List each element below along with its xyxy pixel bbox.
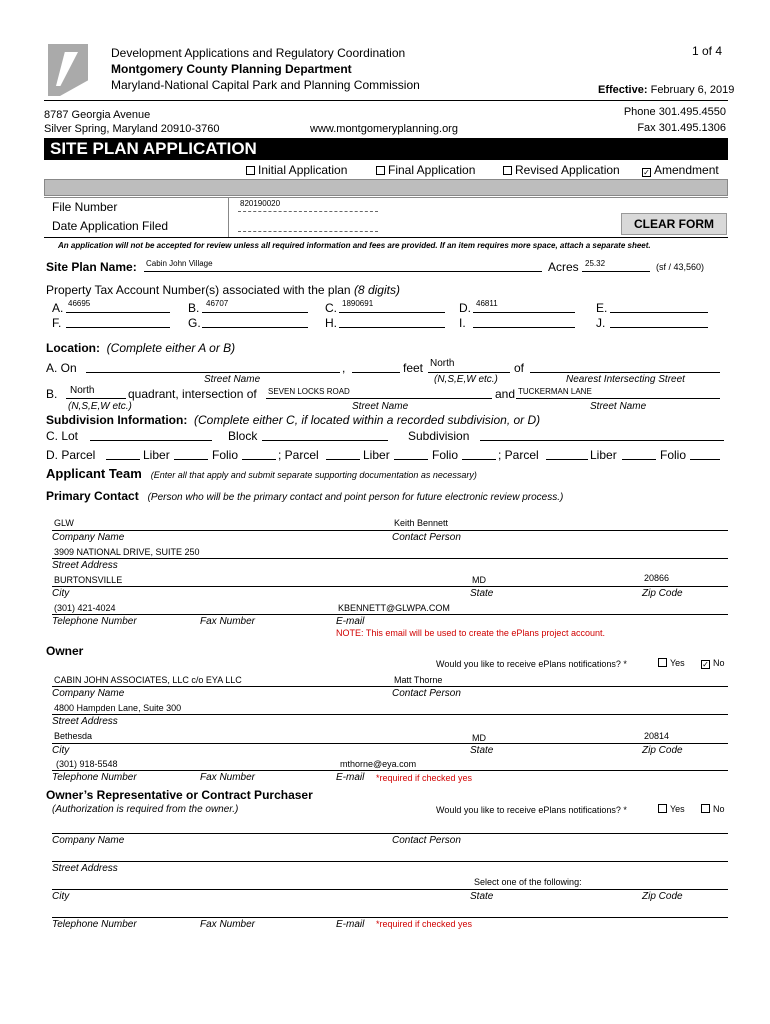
primary-email-input[interactable]: KBENNETT@GLWPA.COM	[338, 603, 450, 613]
primary-street-input[interactable]: 3909 NATIONAL DRIVE, SUITE 250	[54, 547, 200, 557]
rep-street-caption: Street Address	[52, 863, 118, 874]
phone: Phone 301.495.4550	[623, 106, 726, 118]
rep-state-caption: State	[470, 891, 494, 902]
primary-city-input[interactable]: BURTONSVILLE	[54, 575, 123, 585]
owner-email-caption: E-mail	[336, 772, 365, 783]
checkbox-icon	[246, 166, 255, 175]
folio-label-3: Folio	[660, 448, 687, 462]
primary-zip-input[interactable]: 20866	[644, 573, 670, 583]
of-label: of	[514, 361, 525, 375]
website-link[interactable]: www.montgomeryplanning.org	[310, 123, 458, 135]
owner-street-input[interactable]: 4800 Hampden Lane, Suite 300	[54, 703, 182, 713]
tax-a-label: A.	[52, 301, 64, 315]
tax-f-label: F.	[52, 316, 62, 330]
tax-a-input[interactable]: 46695	[68, 299, 91, 308]
rep-eplans-no[interactable]: No	[701, 804, 725, 814]
folio-label-1: Folio	[212, 448, 239, 462]
rep-city-caption: City	[52, 891, 70, 902]
tax-b-label: B.	[188, 301, 200, 315]
owner-zip-caption: Zip Code	[642, 745, 683, 756]
owner-state-input[interactable]: MD	[472, 733, 486, 743]
primary-city-caption: City	[52, 588, 70, 599]
primary-company-input[interactable]: GLW	[54, 518, 74, 528]
clear-form-button[interactable]: CLEAR FORM	[621, 213, 727, 235]
rep-eplans-yes[interactable]: Yes	[658, 804, 685, 814]
checkbox-amendment[interactable]: ✓ Amendment	[643, 163, 719, 177]
header-commission: Maryland-National Capital Park and Planning Commission	[111, 78, 420, 92]
rep-zip-caption: Zip Code	[642, 891, 683, 902]
rep-hint: (Authorization is required from the owner.)	[52, 804, 239, 815]
checkmark-icon: ✓	[702, 660, 709, 669]
block-label: Block	[228, 429, 258, 443]
street-caption-c: Street Name	[590, 401, 647, 412]
nearest-caption: Nearest Intersecting Street	[566, 374, 685, 385]
header-dept: Development Applications and Regulatory Coordination	[111, 46, 406, 60]
tax-d-label: D.	[459, 301, 471, 315]
tax-d-input[interactable]: 46811	[476, 299, 498, 308]
location-label: Location: (Complete either A or B)	[46, 341, 236, 355]
and-label: and	[495, 387, 516, 401]
owner-eplans-no[interactable]: ✓ No	[702, 658, 725, 669]
primary-state-caption: State	[470, 588, 494, 599]
liber-label-3: Liber	[590, 448, 617, 462]
tax-label: Property Tax Account Number(s) associated with the plan (8 digits)	[46, 283, 400, 297]
street-name-caption: Street Name	[204, 374, 261, 385]
rep-phone-caption: Telephone Number	[52, 919, 137, 930]
tax-g-label: G.	[188, 316, 201, 330]
owner-city-caption: City	[52, 745, 70, 756]
sf-note: (sf / 43,560)	[656, 262, 705, 272]
parcel-label-3: ; Parcel	[498, 448, 539, 462]
liber-label-1: Liber	[143, 448, 170, 462]
primary-zip-caption: Zip Code	[642, 588, 683, 599]
nsew-caption: (N,S,E,W etc.)	[434, 374, 498, 385]
owner-contact-caption: Contact Person	[392, 688, 461, 699]
owner-fax-caption: Fax Number	[200, 772, 256, 783]
page-number: 1 of 4	[692, 44, 723, 58]
date-filed-label: Date Application Filed	[52, 219, 169, 233]
location-b-label: B.	[46, 387, 58, 401]
address-line1: 8787 Georgia Avenue	[44, 109, 151, 121]
acres-label: Acres	[548, 260, 579, 274]
subdivision-label: Subdivision Information: (Complete either C, if located within a recorded subdivision, or D)	[46, 413, 541, 427]
liber-label-2: Liber	[363, 448, 390, 462]
owner-eplans-yes[interactable]: Yes	[658, 658, 685, 668]
primary-email-caption: E-mail	[336, 616, 365, 627]
checkmark-icon: ✓	[643, 168, 650, 177]
site-plan-name-input[interactable]: Cabin John Village	[146, 259, 213, 268]
folio-label-2: Folio	[432, 448, 459, 462]
street-caption-b: Street Name	[352, 401, 409, 412]
quadrant-label: quadrant, intersection of	[128, 387, 257, 401]
parcel-label-2: ; Parcel	[278, 448, 319, 462]
tax-c-label: C.	[325, 301, 337, 315]
quadrant-direction-input[interactable]: North	[70, 385, 95, 396]
section-divider	[44, 179, 728, 196]
rep-contact-caption: Contact Person	[392, 835, 461, 846]
checkbox-icon	[503, 166, 512, 175]
rep-company-caption: Company Name	[52, 835, 125, 846]
page-title: SITE PLAN APPLICATION	[44, 138, 728, 160]
location-a-on: A. On	[46, 361, 77, 375]
tax-j-label: J.	[596, 316, 606, 330]
tax-b-input[interactable]: 46707	[206, 299, 229, 308]
address-line2: Silver Spring, Maryland 20910-3760	[44, 123, 220, 135]
site-plan-name-label: Site Plan Name:	[46, 260, 137, 274]
checkbox-icon	[658, 658, 667, 667]
checkbox-revised[interactable]: Revised Application	[503, 163, 620, 177]
owner-company-input[interactable]: CABIN JOHN ASSOCIATES, LLC c/o EYA LLC	[54, 675, 242, 685]
checkbox-icon	[701, 804, 710, 813]
rep-eplans-question: Would you like to receive ePlans notifications? *	[436, 805, 627, 815]
owner-label: Owner	[46, 644, 84, 658]
file-number-label: File Number	[52, 200, 118, 214]
tax-e-label: E.	[596, 301, 608, 315]
acres-input[interactable]: 25.32	[585, 259, 606, 268]
owner-street-caption: Street Address	[52, 716, 118, 727]
checkbox-final[interactable]: Final Application	[376, 163, 475, 177]
owner-city-input[interactable]: Bethesda	[54, 731, 93, 741]
notice-text: An application will not be accepted for review unless all required information and fees are provided. If an item requires more space, attach a separate sheet.	[58, 241, 651, 250]
owner-contact-input[interactable]: Matt Thorne	[394, 675, 443, 685]
primary-contact-caption: Contact Person	[392, 532, 461, 543]
primary-state-input[interactable]: MD	[472, 575, 486, 585]
fax: Fax 301.495.1306	[637, 122, 726, 134]
header-org: Montgomery County Planning Department	[111, 62, 352, 76]
primary-street-caption: Street Address	[52, 560, 118, 571]
feet-label: feet	[403, 361, 424, 375]
eplans-account-note: NOTE: This email will be used to create the ePlans project account.	[336, 628, 605, 638]
owner-phone-caption: Telephone Number	[52, 772, 137, 783]
checkbox-icon	[376, 166, 385, 175]
owner-eplans-question: Would you like to receive ePlans notifications? *	[436, 659, 627, 669]
tax-i-label: I.	[459, 316, 466, 330]
primary-company-caption: Company Name	[52, 532, 125, 543]
primary-contact-label: Primary Contact (Person who will be the primary contact and point person for future electronic review process.)	[46, 489, 564, 503]
primary-contact-input[interactable]: Keith Bennett	[394, 518, 449, 528]
applicant-team-label: Applicant Team (Enter all that apply and submit separate supporting documentation as necessary)	[46, 466, 477, 481]
checkbox-icon	[658, 804, 667, 813]
parcel-label: D. Parcel	[46, 448, 96, 462]
street1-input[interactable]: SEVEN LOCKS ROAD	[268, 387, 350, 396]
owner-required-note: *required if checked yes	[376, 773, 473, 783]
rep-required-note: *required if checked yes	[376, 919, 473, 929]
rep-label: Owner’s Representative or Contract Purchaser	[46, 788, 313, 802]
rep-select-one: Select one of the following:	[474, 877, 582, 887]
owner-company-caption: Company Name	[52, 688, 125, 699]
checkbox-initial[interactable]: Initial Application	[246, 163, 347, 177]
owner-state-caption: State	[470, 745, 494, 756]
subdivision-name-label: Subdivision	[408, 429, 470, 443]
street2-input[interactable]: TUCKERMAN LANE	[518, 387, 592, 396]
effective-date: Effective: February 6, 2019	[598, 84, 735, 96]
file-number-input[interactable]: 820190020	[240, 199, 281, 208]
primary-phone-input[interactable]: (301) 421-4024	[54, 603, 116, 613]
owner-zip-input[interactable]: 20814	[644, 731, 670, 741]
nsew-caption-b: (N,S,E,W etc.)	[68, 401, 132, 412]
tax-h-label: H.	[325, 316, 337, 330]
owner-phone-input[interactable]: (301) 918-5548	[56, 759, 118, 769]
owner-email-input[interactable]: mthorne@eya.com	[340, 759, 417, 769]
primary-fax-caption: Fax Number	[200, 616, 256, 627]
tax-c-input[interactable]: 1890691	[342, 299, 374, 308]
lot-label: C. Lot	[46, 429, 79, 443]
rep-email-caption: E-mail	[336, 919, 365, 930]
rep-fax-caption: Fax Number	[200, 919, 256, 930]
direction-input[interactable]: North	[430, 358, 455, 369]
primary-phone-caption: Telephone Number	[52, 616, 137, 627]
